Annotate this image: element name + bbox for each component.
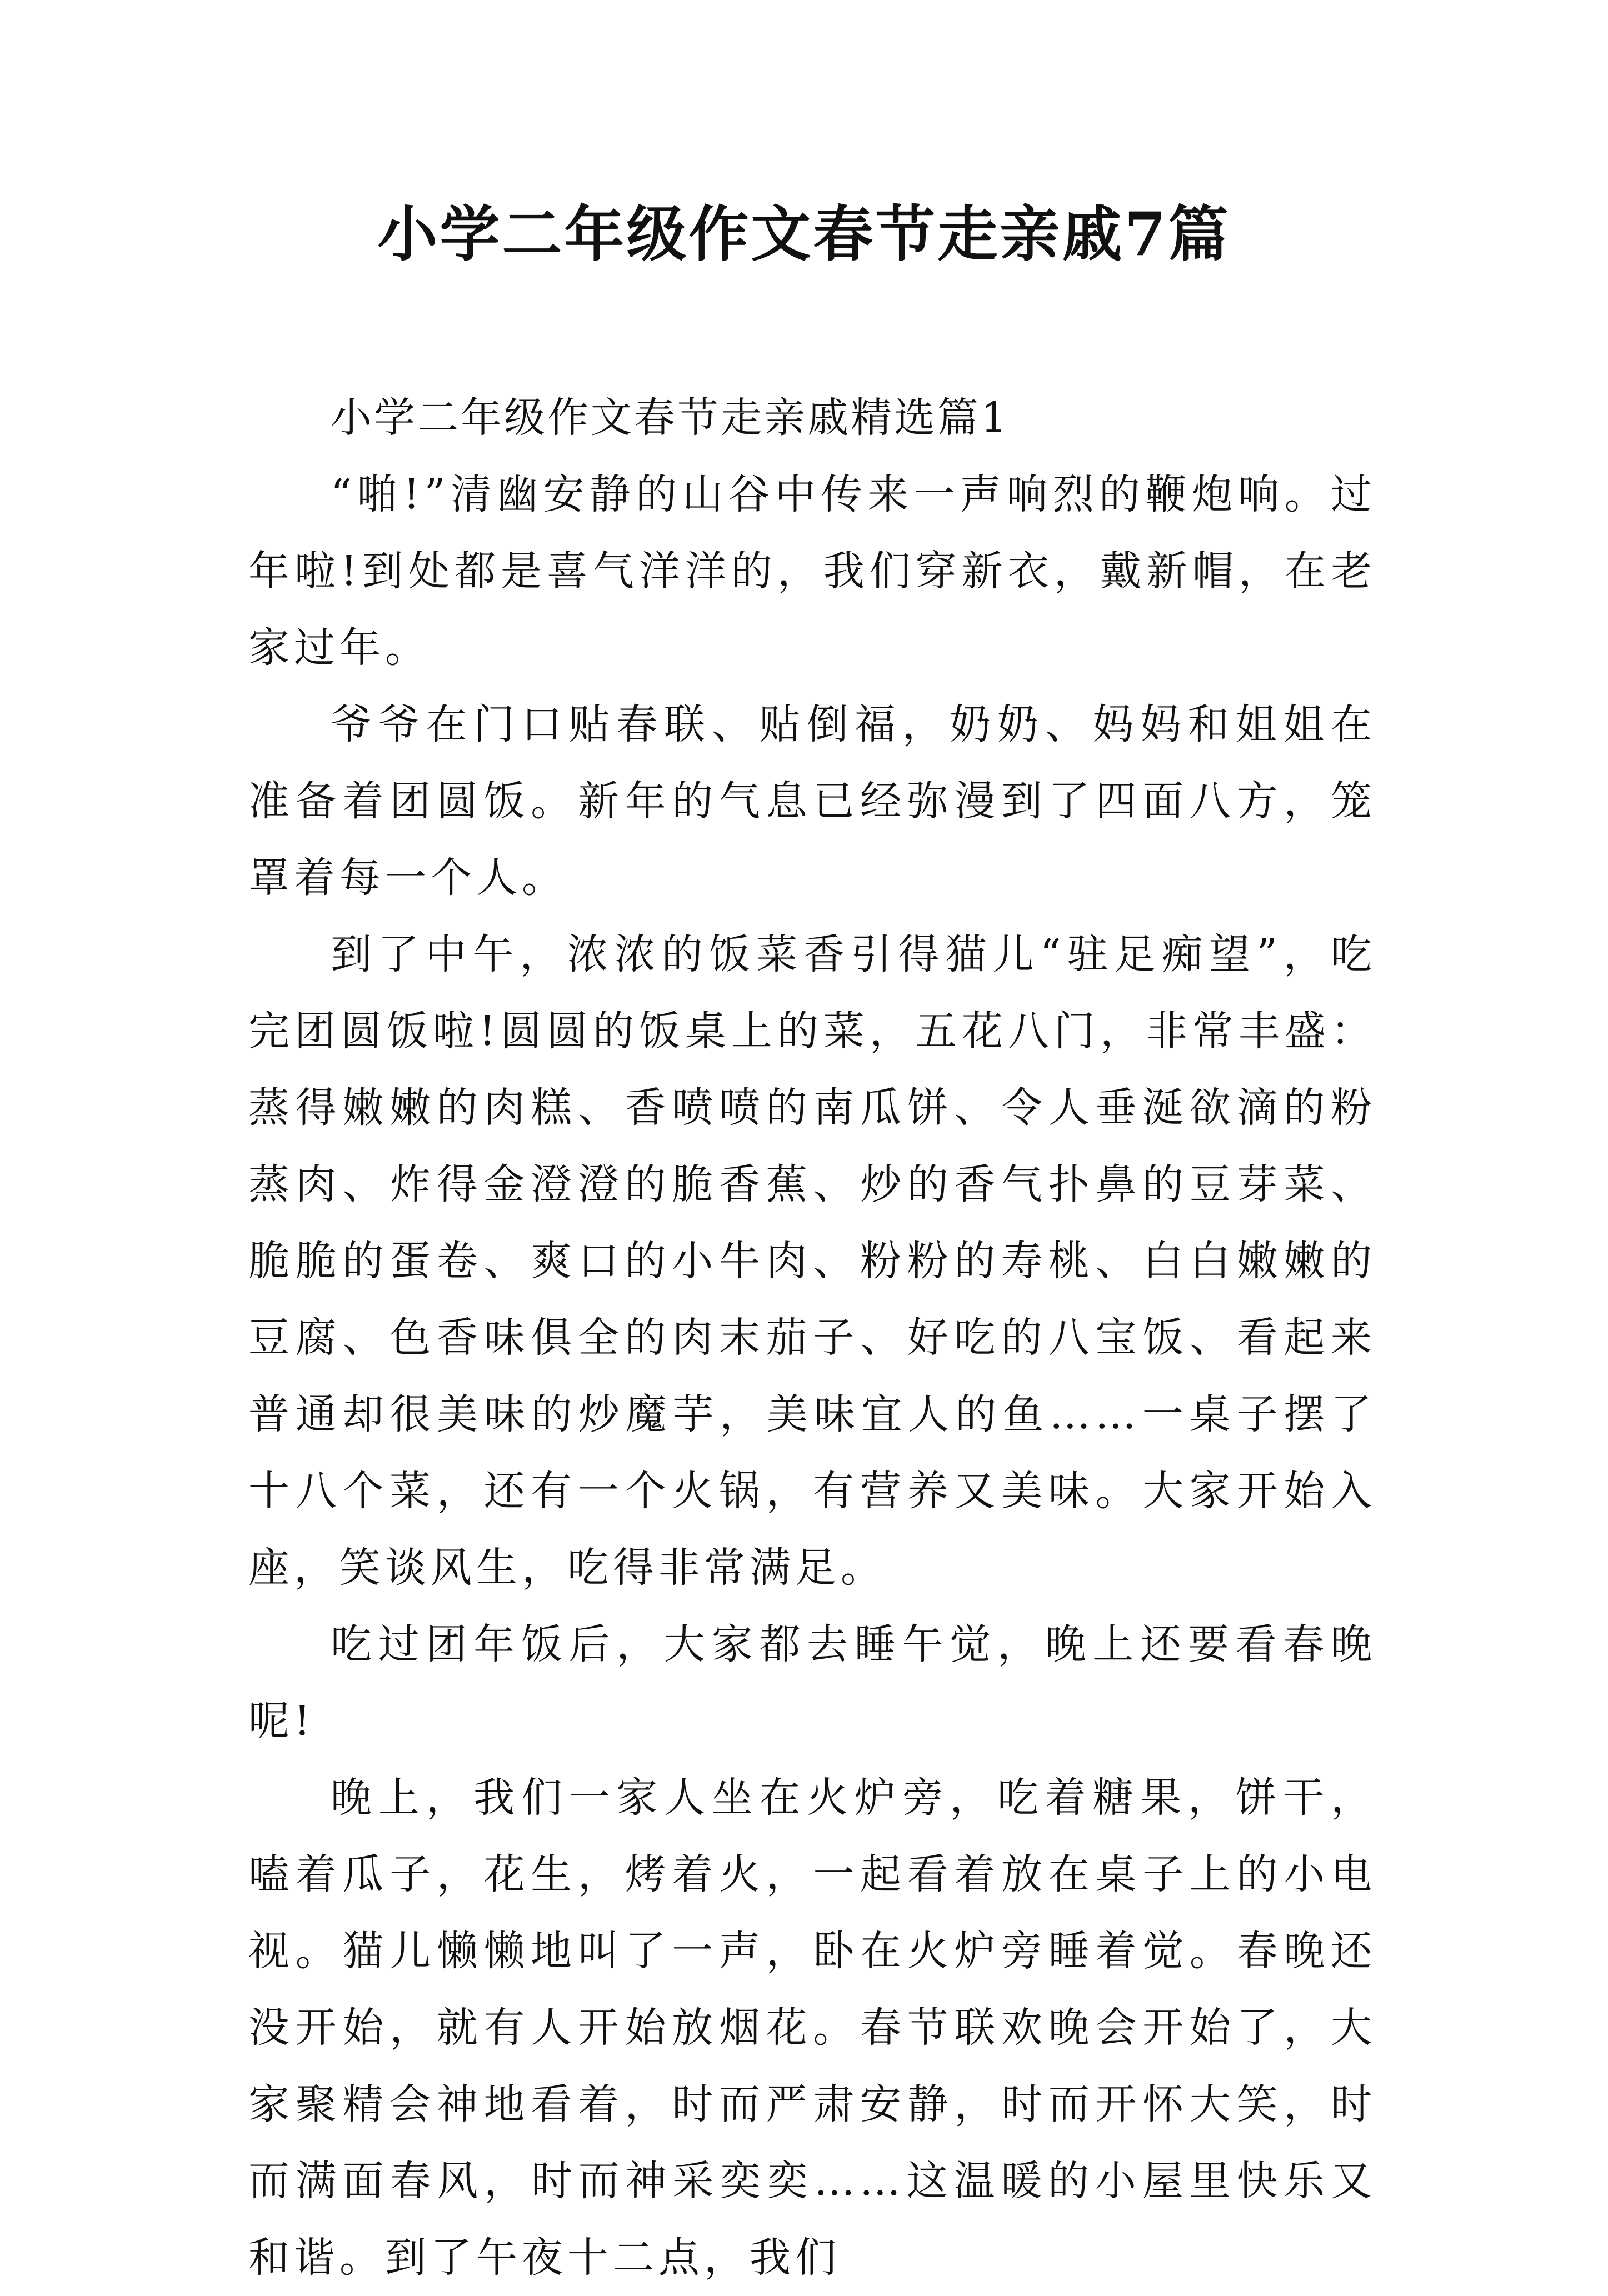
paragraph-1: “啪!”清幽安静的山谷中传来一声响烈的鞭炮响。过年啦!到处都是喜气洋洋的，我们穿新衣，戴新帽，在老家过年。 <box>248 471 1376 672</box>
paragraph-2: 爷爷在门口贴春联、贴倒福，奶奶、妈妈和姐姐在准备着团圆饭。新年的气息已经弥漫到了四面八方，笼罩着每一个人。 <box>248 701 1376 902</box>
paragraph-5: 晚上，我们一家人坐在火炉旁，吃着糖果，饼干，嗑着瓜子，花生，烤着火，一起看着放在桌子上的小电视。猫儿懒懒地叫了一声，卧在火炉旁睡着觉。春晚还没开始，就有人开始放烟花。春节联欢晚会开始了，大家聚精会神地看着，时而严肃安静，时而开怀大笑，时而满面春风，时而神采奕奕……这温暖的小屋里快乐又和谐。到了午夜十二点，我们 <box>248 1774 1376 2282</box>
paragraph-3: 到了中午，浓浓的饭菜香引得猫儿“驻足痴望”，吃完团圆饭啦!圆圆的饭桌上的菜，五花八门，非常丰盛：蒸得嫩嫩的肉糕、香喷喷的南瓜饼、令人垂涎欲滴的粉蒸肉、炸得金澄澄的脆香蕉、炒的香气扑鼻的豆芽菜、脆脆的蛋卷、爽口的小牛肉、粉粉的寿桃、白白嫩嫩的豆腐、色香味俱全的肉末茄子、好吃的八宝饭、看起来普通却很美味的炒魔芋，美味宜人的鱼……一桌子摆了十八个菜，还有一个火锅，有营养又美味。大家开始入座，笑谈风生，吃得非常满足。 <box>248 931 1376 1592</box>
paragraph-4: 吃过团年饭后，大家都去睡午觉，晚上还要看春晚呢! <box>248 1620 1376 1745</box>
document-title: 小学二年级作文春节走亲戚7篇 <box>377 199 1231 269</box>
section-heading: 小学二年级作文春节走亲戚精选篇1 <box>331 394 1010 442</box>
document-body <box>248 379 1376 2296</box>
